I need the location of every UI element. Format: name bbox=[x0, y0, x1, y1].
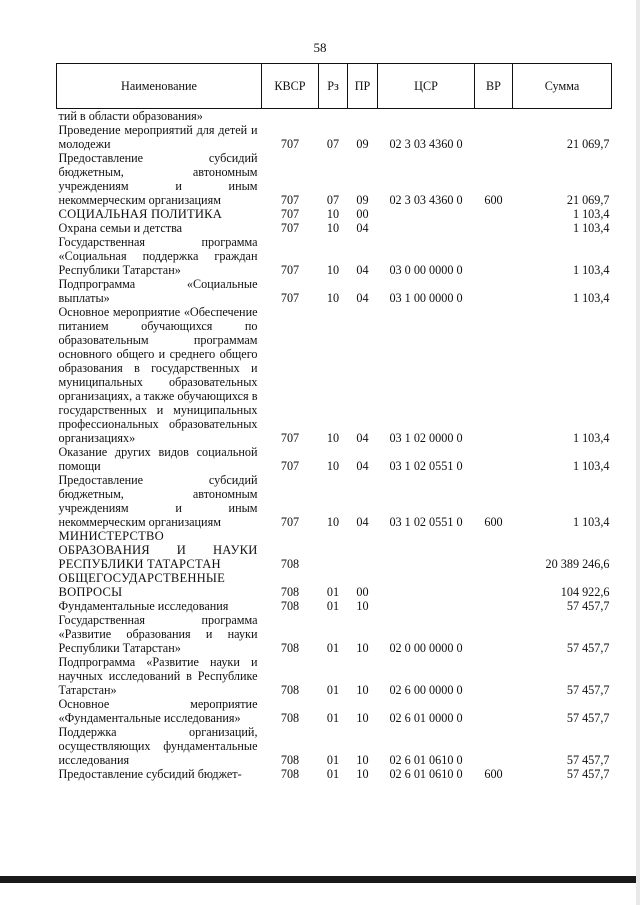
cell-name: Государственная программа «Социальная поддержка граждан Республики Татарстан» bbox=[58, 235, 258, 277]
table-row bbox=[57, 655, 612, 697]
header-rz: Рз bbox=[319, 64, 348, 109]
cell-pr: 00 bbox=[356, 585, 369, 599]
cell-pr: 00 bbox=[356, 207, 369, 221]
cell-csr: 02 6 01 0610 0 bbox=[389, 767, 463, 781]
scan-bottom-edge bbox=[0, 876, 640, 883]
cell-csr bbox=[378, 207, 475, 221]
cell-name: Государственная программа «Развитие образования и науки Республики Татарстан» bbox=[58, 613, 258, 655]
cell-vr bbox=[475, 445, 513, 473]
cell-vr bbox=[475, 207, 513, 221]
cell-kvsr: 708 bbox=[280, 557, 300, 571]
cell-sum: 1 103,4 bbox=[572, 459, 610, 473]
cell-pr: 10 bbox=[356, 711, 369, 725]
cell-vr bbox=[475, 235, 513, 277]
cell-name: Проведение мероприятий для детей и молодежи bbox=[58, 123, 258, 151]
cell-kvsr: 708 bbox=[280, 585, 300, 599]
cell-csr: 02 6 01 0000 0 bbox=[389, 711, 463, 725]
cell-vr bbox=[475, 277, 513, 305]
cell-rz: 07 bbox=[326, 137, 340, 151]
cell-csr: 03 1 02 0551 0 bbox=[389, 459, 463, 473]
cell-name: СОЦИАЛЬНАЯ ПОЛИТИКА bbox=[58, 207, 223, 221]
cell-kvsr: 708 bbox=[280, 641, 300, 655]
table-row bbox=[57, 221, 612, 235]
cell-rz: 10 bbox=[326, 291, 340, 305]
cell-vr: 600 bbox=[484, 515, 503, 529]
cell-rz: 01 bbox=[326, 683, 340, 697]
cell-sum: 1 103,4 bbox=[572, 515, 610, 529]
header-name: Наименование bbox=[57, 64, 262, 109]
cell-pr: 04 bbox=[356, 515, 369, 529]
cell-kvsr: 707 bbox=[280, 515, 300, 529]
cell-vr: 600 bbox=[484, 193, 503, 207]
cell-sum: 57 457,7 bbox=[566, 683, 610, 697]
cell-rz: 01 bbox=[326, 599, 340, 613]
cell-kvsr: 708 bbox=[280, 711, 300, 725]
table-row bbox=[57, 473, 612, 529]
cell-kvsr: 708 bbox=[280, 599, 300, 613]
cell-name: тий в области образования» bbox=[58, 109, 203, 123]
cell-kvsr: 708 bbox=[280, 753, 300, 767]
cell-pr: 10 bbox=[356, 641, 369, 655]
table-row bbox=[57, 207, 612, 221]
cell-name: Оказание других видов социальной помощи bbox=[58, 445, 258, 473]
cell-name: Предоставление субсидий бюджетным, автономным учреждениям и иным некоммерческим организациям bbox=[58, 151, 258, 207]
table-row bbox=[57, 571, 612, 599]
cell-vr bbox=[475, 529, 513, 571]
cell-kvsr: 707 bbox=[280, 431, 300, 445]
cell-kvsr: 708 bbox=[280, 767, 300, 781]
cell-vr bbox=[475, 613, 513, 655]
cell-rz: 01 bbox=[326, 641, 340, 655]
cell-vr: 600 bbox=[484, 767, 503, 781]
cell-rz: 10 bbox=[326, 263, 340, 277]
cell-csr: 02 6 01 0610 0 bbox=[389, 753, 463, 767]
cell-sum: 21 069,7 bbox=[566, 193, 610, 207]
cell-rz: 10 bbox=[326, 515, 340, 529]
cell-kvsr: 707 bbox=[280, 137, 300, 151]
cell-kvsr: 707 bbox=[280, 193, 300, 207]
cell-pr: 10 bbox=[356, 599, 369, 613]
header-kvsr: КВСР bbox=[262, 64, 319, 109]
cell-sum: 1 103,4 bbox=[572, 431, 610, 445]
cell-name: Подпрограмма «Развитие науки и научных исследований в Республике Татарстан» bbox=[58, 655, 258, 697]
cell-rz: 10 bbox=[326, 221, 340, 235]
cell-vr bbox=[475, 655, 513, 697]
cell-pr bbox=[348, 109, 378, 124]
cell-vr bbox=[475, 305, 513, 445]
cell-rz: 10 bbox=[326, 459, 340, 473]
cell-csr: 03 0 00 0000 0 bbox=[389, 263, 463, 277]
cell-rz: 10 bbox=[326, 431, 340, 445]
table-row bbox=[57, 725, 612, 767]
cell-sum: 57 457,7 bbox=[566, 767, 610, 781]
table-row bbox=[57, 767, 612, 781]
cell-pr: 10 bbox=[356, 767, 369, 781]
table-row bbox=[57, 445, 612, 473]
cell-rz: 01 bbox=[326, 753, 340, 767]
cell-vr bbox=[475, 571, 513, 599]
cell-vr bbox=[475, 725, 513, 767]
table-row bbox=[57, 529, 612, 571]
cell-rz: 10 bbox=[326, 207, 340, 221]
cell-csr: 02 3 03 4360 0 bbox=[389, 193, 463, 207]
cell-csr: 03 1 02 0000 0 bbox=[389, 431, 463, 445]
table-header bbox=[57, 64, 612, 109]
cell-kvsr: 708 bbox=[280, 683, 300, 697]
table-row bbox=[57, 613, 612, 655]
cell-rz: 07 bbox=[326, 193, 340, 207]
cell-csr: 02 0 00 0000 0 bbox=[389, 641, 463, 655]
cell-pr: 04 bbox=[356, 459, 369, 473]
cell-name: ОБЩЕГОСУДАРСТВЕННЫЕ ВОПРОСЫ bbox=[58, 571, 226, 599]
table-row bbox=[57, 305, 612, 445]
header-sum: Сумма bbox=[513, 64, 612, 109]
cell-csr: 02 3 03 4360 0 bbox=[389, 137, 463, 151]
cell-csr: 03 1 02 0551 0 bbox=[389, 515, 463, 529]
cell-vr bbox=[475, 599, 513, 613]
budget-table bbox=[56, 63, 612, 781]
cell-csr: 03 1 00 0000 0 bbox=[389, 291, 463, 305]
cell-kvsr: 707 bbox=[280, 221, 300, 235]
table-row bbox=[57, 277, 612, 305]
cell-rz bbox=[319, 529, 348, 571]
page-number: 58 bbox=[313, 40, 327, 55]
cell-sum bbox=[513, 109, 612, 124]
cell-pr: 04 bbox=[356, 291, 369, 305]
cell-name: Основное мероприятие «Обеспечение питанием обучающихся по образовательным программам основного общего и среднего общего образования в государственных и муниципальных образовательных организациях, а также обучающихся в государственных и муниципальных профессиональных образовательных организациях» bbox=[58, 305, 258, 445]
cell-vr bbox=[475, 697, 513, 725]
cell-name: Подпрограмма «Социальные выплаты» bbox=[58, 277, 258, 305]
cell-vr bbox=[475, 123, 513, 151]
cell-sum: 57 457,7 bbox=[566, 599, 610, 613]
cell-pr: 04 bbox=[356, 431, 369, 445]
cell-csr: 02 6 00 0000 0 bbox=[389, 683, 463, 697]
header-pr: ПР bbox=[348, 64, 378, 109]
cell-name: Основное мероприятие «Фундаментальные исследования» bbox=[58, 697, 258, 725]
cell-kvsr: 707 bbox=[280, 207, 300, 221]
cell-sum: 57 457,7 bbox=[566, 753, 610, 767]
table-body bbox=[57, 109, 612, 782]
cell-pr: 09 bbox=[356, 137, 369, 151]
table-row bbox=[57, 599, 612, 613]
cell-name: Фундаментальные исследования bbox=[58, 599, 229, 613]
cell-sum: 104 922,6 bbox=[560, 585, 610, 599]
cell-csr bbox=[378, 599, 475, 613]
table-row bbox=[57, 697, 612, 725]
cell-vr bbox=[475, 221, 513, 235]
table-row bbox=[57, 235, 612, 277]
cell-sum: 1 103,4 bbox=[572, 207, 610, 221]
cell-kvsr: 707 bbox=[280, 263, 300, 277]
cell-rz: 01 bbox=[326, 711, 340, 725]
table-row bbox=[57, 151, 612, 207]
cell-sum: 20 389 246,6 bbox=[545, 557, 610, 571]
cell-sum: 1 103,4 bbox=[572, 263, 610, 277]
cell-sum: 57 457,7 bbox=[566, 641, 610, 655]
cell-pr: 04 bbox=[356, 263, 369, 277]
cell-name: Охрана семьи и детства bbox=[58, 221, 183, 235]
cell-pr: 09 bbox=[356, 193, 369, 207]
cell-rz: 01 bbox=[326, 585, 340, 599]
cell-pr: 10 bbox=[356, 753, 369, 767]
cell-rz: 01 bbox=[326, 767, 340, 781]
cell-csr bbox=[378, 221, 475, 235]
cell-csr bbox=[378, 109, 475, 124]
cell-sum: 57 457,7 bbox=[566, 711, 610, 725]
cell-pr: 04 bbox=[356, 221, 369, 235]
table-row bbox=[57, 109, 612, 124]
header-vr: ВР bbox=[475, 64, 513, 109]
cell-kvsr: 707 bbox=[280, 291, 300, 305]
cell-kvsr bbox=[262, 109, 319, 124]
header-csr: ЦСР bbox=[378, 64, 475, 109]
cell-sum: 1 103,4 bbox=[572, 221, 610, 235]
cell-vr bbox=[475, 109, 513, 124]
cell-sum: 21 069,7 bbox=[566, 137, 610, 151]
cell-name: МИНИСТЕРСТВО ОБРАЗОВАНИЯ И НАУКИ РЕСПУБЛИКИ ТАТАРСТАН bbox=[58, 529, 258, 571]
cell-name: Поддержка организаций, осуществляющих фундаментальные исследования bbox=[58, 725, 258, 767]
scan-right-edge bbox=[636, 0, 640, 905]
cell-sum: 1 103,4 bbox=[572, 291, 610, 305]
cell-name: Предоставление субсидий бюджетным, автономным учреждениям и иным некоммерческим организациям bbox=[58, 473, 258, 529]
cell-name: Предоставление субсидий бюджет- bbox=[58, 767, 242, 781]
cell-kvsr: 707 bbox=[280, 459, 300, 473]
cell-pr: 10 bbox=[356, 683, 369, 697]
table-row bbox=[57, 123, 612, 151]
cell-csr bbox=[378, 571, 475, 599]
cell-csr bbox=[378, 529, 475, 571]
cell-rz bbox=[319, 109, 348, 124]
cell-pr bbox=[348, 529, 378, 571]
